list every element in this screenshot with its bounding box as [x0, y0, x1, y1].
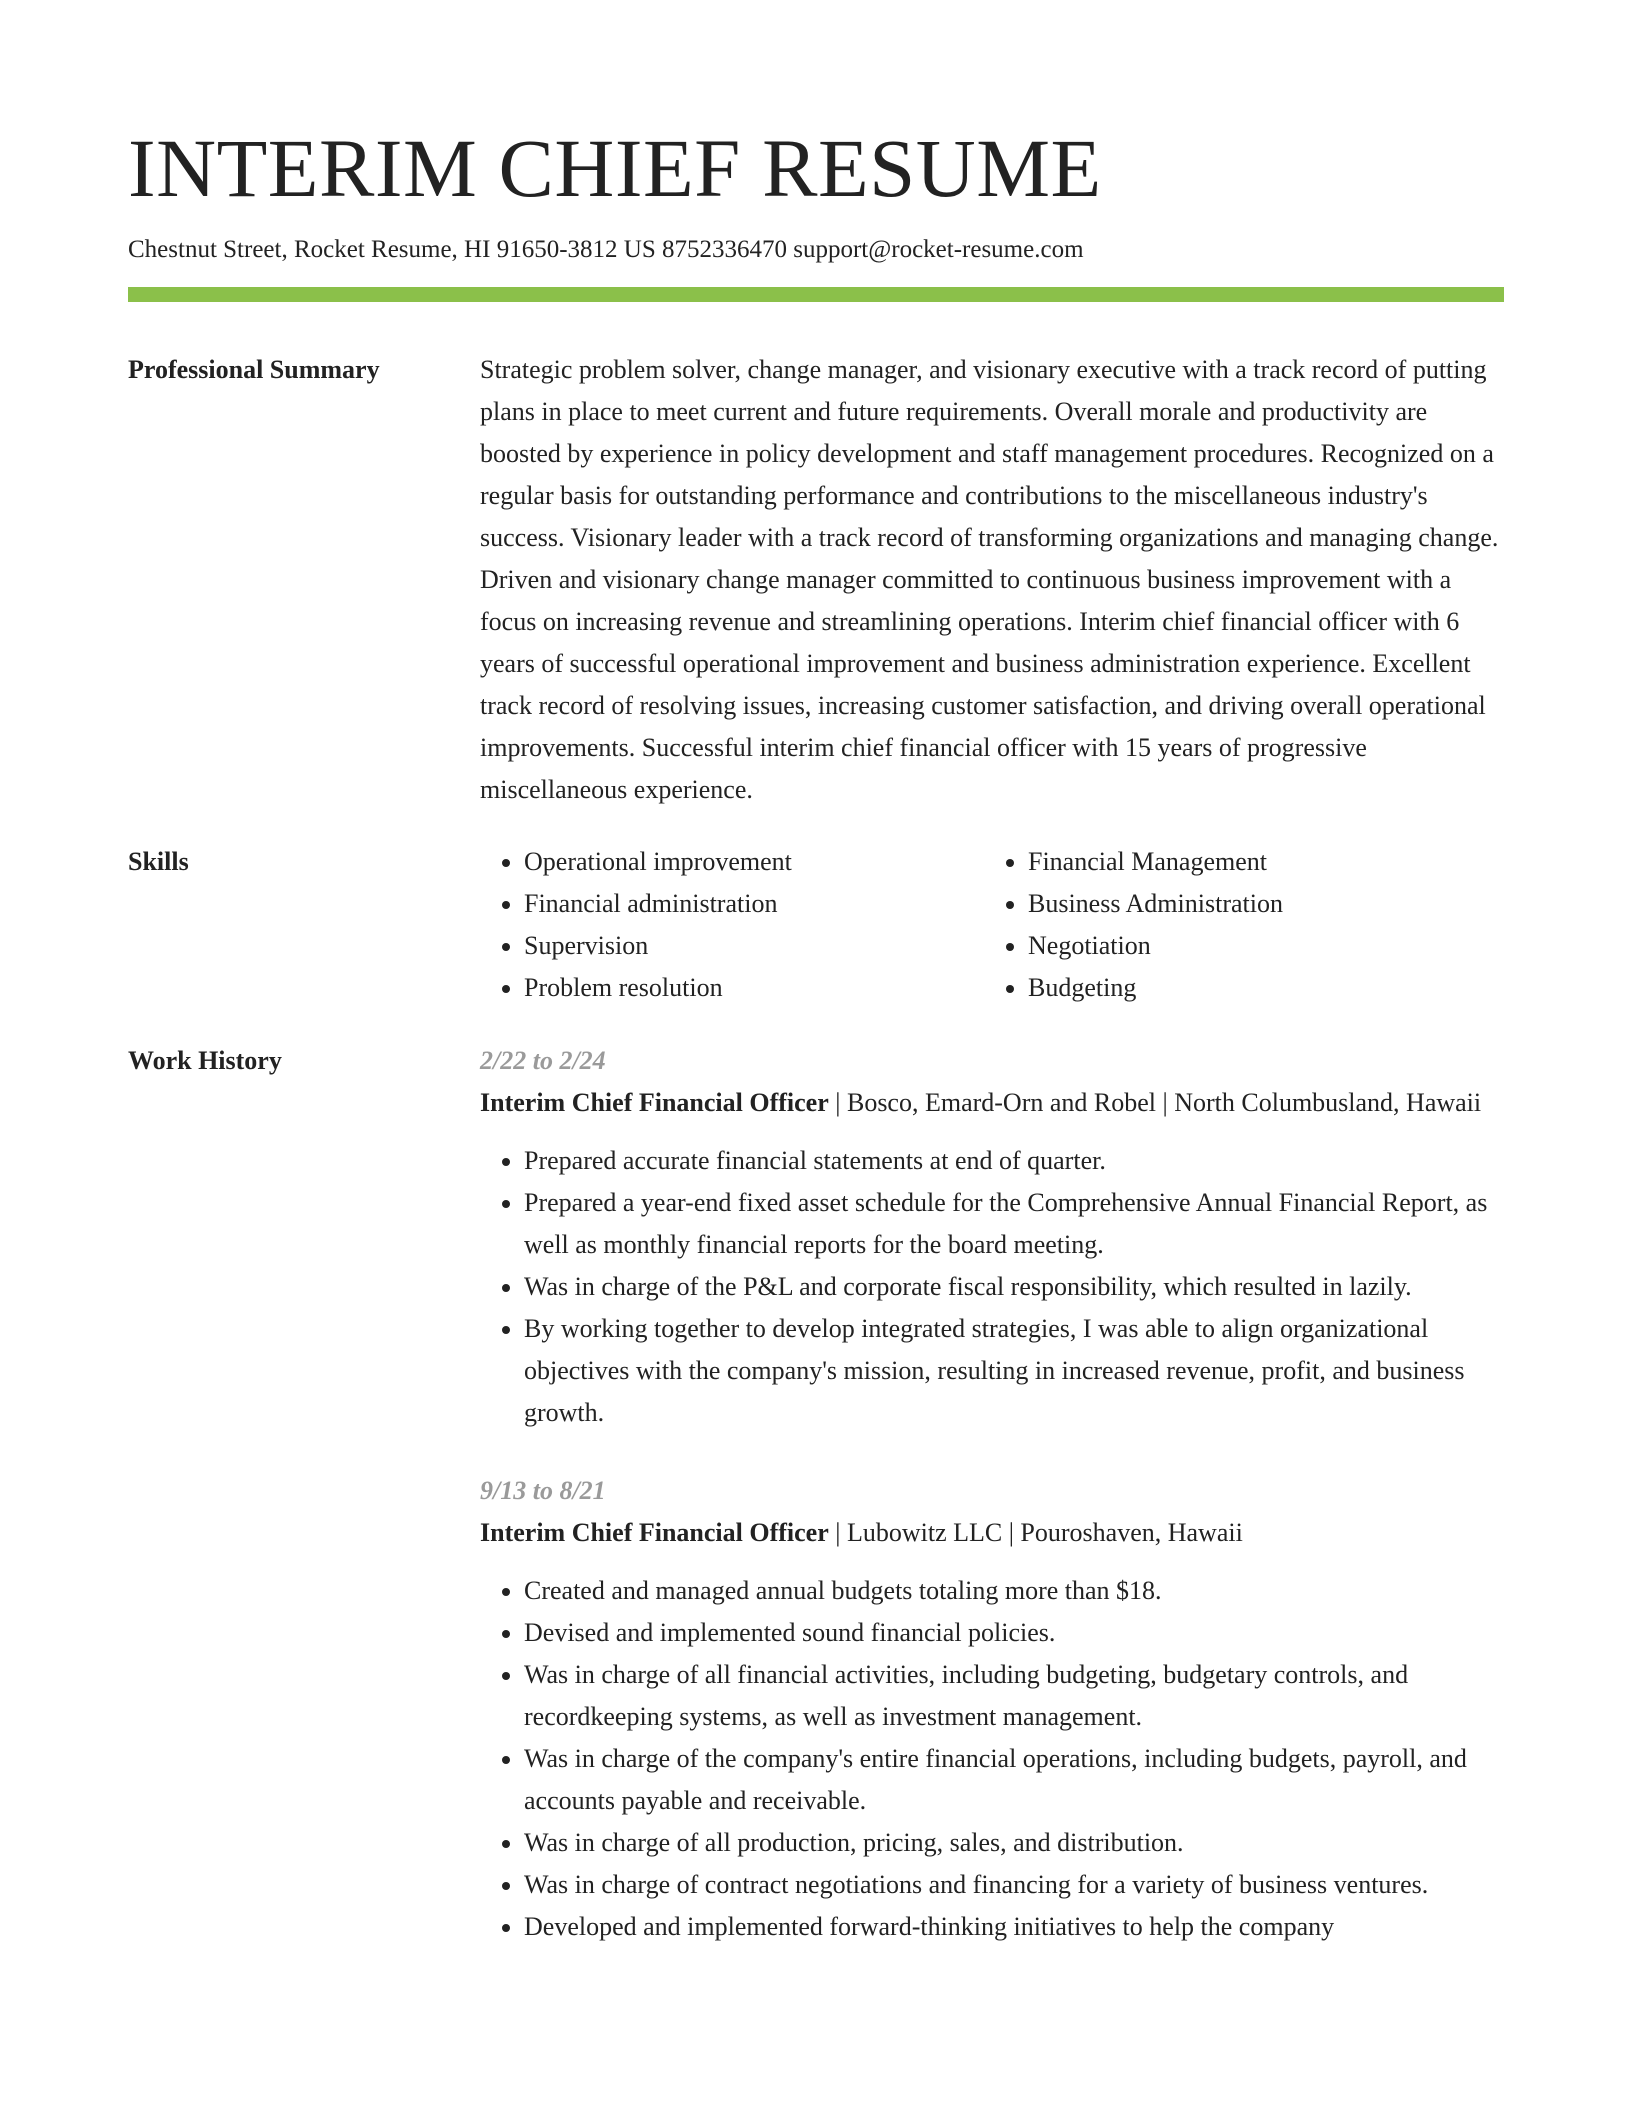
job-entry: [480, 1470, 1504, 1948]
job-bullet: • Was in charge of the P&L and corporate fiscal responsibility, which resulted in lazily.: [524, 1266, 1504, 1308]
job-bullet: • Prepared a year-end fixed asset schedule for the Comprehensive Annual Financial Report, as well as monthly financial reports for the board meeting.: [524, 1182, 1504, 1266]
job-bullet: • Devised and implemented sound financial policies.: [524, 1612, 1504, 1654]
work-history-section: [128, 1040, 1504, 1984]
job-bullet: • Prepared accurate financial statements at end of quarter.: [524, 1140, 1504, 1182]
skills-list-right: [984, 841, 1488, 1009]
skill-item: • Operational improvement: [524, 841, 984, 883]
skill-item: • Business Administration: [1028, 883, 1488, 925]
skill-item: • Negotiation: [1028, 925, 1488, 967]
job-heading: [480, 1512, 1504, 1554]
work-history-label: Work History: [128, 1046, 282, 1075]
header-divider: [128, 287, 1504, 302]
work-history-body: [480, 1040, 1504, 1984]
job-bullet: • By working together to develop integrated strategies, I was able to align organizational objectives with the company's mission, resulting in increased revenue, profit, and business growth.: [524, 1308, 1504, 1434]
summary-label: Professional Summary: [128, 355, 380, 384]
job-employer-location: | Lubowitz LLC | Pouroshaven, Hawaii: [828, 1518, 1243, 1547]
job-bullets: [480, 1570, 1504, 1948]
job-bullet: • Developed and implemented forward-thinking initiatives to help the company: [524, 1906, 1504, 1948]
job-heading: [480, 1082, 1504, 1124]
skills-section: [128, 841, 1504, 1009]
skill-item: • Financial Management: [1028, 841, 1488, 883]
contact-info: Chestnut Street, Rocket Resume, HI 91650-3812 US 8752336470 support@rocket-resume.com: [128, 236, 1084, 263]
resume-title: INTERIM CHIEF RESUME: [128, 122, 1102, 214]
summary-section: [128, 349, 1504, 811]
job-bullet: • Was in charge of all financial activities, including budgeting, budgetary controls, and recordkeeping systems, as well as investment management.: [524, 1654, 1504, 1738]
job-dates: 2/22 to 2/24: [480, 1046, 606, 1075]
skill-item: • Financial administration: [524, 883, 984, 925]
job-bullets: [480, 1140, 1504, 1434]
job-bullet: • Created and managed annual budgets totaling more than $18.: [524, 1570, 1504, 1612]
job-dates: 9/13 to 8/21: [480, 1476, 606, 1505]
summary-body: [480, 349, 1504, 811]
skill-item: • Problem resolution: [524, 967, 984, 1009]
skill-item: • Budgeting: [1028, 967, 1488, 1009]
job-bullet: • Was in charge of the company's entire financial operations, including budgets, payroll, and accounts payable and receivable.: [524, 1738, 1504, 1822]
resume-page: [128, 0, 1504, 1984]
job-bullet: • Was in charge of all production, pricing, sales, and distribution.: [524, 1822, 1504, 1864]
job-employer-location: | Bosco, Emard-Orn and Robel | North Columbusland, Hawaii: [828, 1088, 1482, 1117]
job-entry: [480, 1040, 1504, 1434]
skills-label: Skills: [128, 847, 189, 876]
job-bullet: • Was in charge of contract negotiations and financing for a variety of business ventures.: [524, 1864, 1504, 1906]
job-title: Interim Chief Financial Officer: [480, 1518, 829, 1547]
skills-list-left: [480, 841, 984, 1009]
skill-item: • Supervision: [524, 925, 984, 967]
job-title: Interim Chief Financial Officer: [480, 1088, 829, 1117]
summary-text: Strategic problem solver, change manager, and visionary executive with a track record of putting plans in place to meet current and future requirements. Overall morale and productivity are boosted by experience in policy development and staff management procedures. Recognized on a regular basis for outstanding performance and contributions to the miscellaneous industry's success. Visionary leader with a track record of transforming organizations and managing change. Driven and visionary change manager committed to continuous business improvement with a focus on increasing revenue and streamlining operations. Interim chief financial officer with 6 years of successful operational improvement and business administration experience. Excellent track record of resolving issues, increasing customer satisfaction, and driving overall operational improvements. Successful interim chief financial officer with 15 years of progressive miscellaneous experience.: [480, 355, 1499, 804]
skills-body: [480, 841, 1504, 1009]
